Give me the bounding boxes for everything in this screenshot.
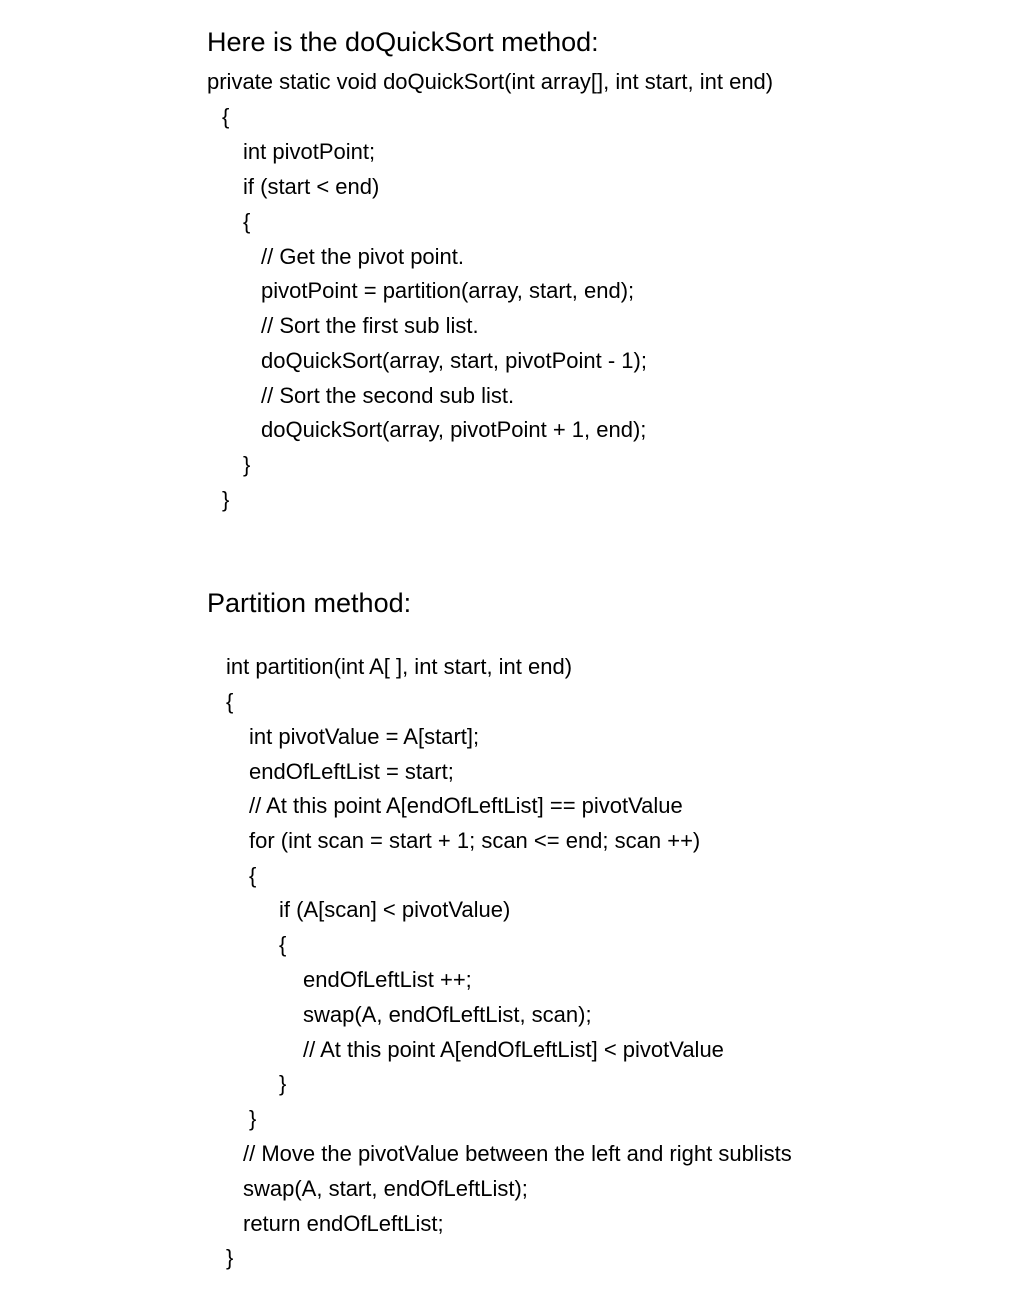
code-line: { <box>243 209 251 234</box>
code-line: private static void doQuickSort(int array[], int start, int end) <box>207 69 774 94</box>
code-line: swap(A, endOfLeftList, scan); <box>303 1002 592 1027</box>
code-line: { <box>226 689 234 714</box>
quicksort-heading: Here is the doQuickSort method: <box>207 27 599 57</box>
code-comment: // Sort the second sub list. <box>261 383 515 408</box>
code-line: return endOfLeftList; <box>243 1211 444 1236</box>
code-line: { <box>279 932 287 957</box>
code-line: endOfLeftList = start; <box>249 759 454 784</box>
partition-heading: Partition method: <box>207 588 412 618</box>
code-line: int partition(int A[ ], int start, int end) <box>226 654 573 679</box>
code-line: } <box>226 1245 234 1270</box>
code-line: } <box>243 452 251 477</box>
code-line: } <box>279 1071 287 1096</box>
code-line: int pivotPoint; <box>243 139 376 164</box>
code-line: if (A[scan] < pivotValue) <box>279 897 511 922</box>
code-line: } <box>249 1106 257 1131</box>
code-line: doQuickSort(array, pivotPoint + 1, end); <box>261 417 647 442</box>
code-comment: // Get the pivot point. <box>261 244 465 269</box>
code-line: endOfLeftList ++; <box>303 967 472 992</box>
code-line: int pivotValue = A[start]; <box>249 724 480 749</box>
code-comment: // At this point A[endOfLeftList] == pivotValue <box>249 793 683 818</box>
code-line: { <box>222 104 230 129</box>
code-line: pivotPoint = partition(array, start, end); <box>261 278 635 303</box>
code-line: doQuickSort(array, start, pivotPoint - 1); <box>261 348 647 373</box>
code-line: } <box>222 487 230 512</box>
code-comment: // Move the pivotValue between the left and right sublists <box>243 1141 792 1166</box>
code-line: if (start < end) <box>243 174 380 199</box>
code-line: { <box>249 863 257 888</box>
code-line: swap(A, start, endOfLeftList); <box>243 1176 528 1201</box>
code-comment: // At this point A[endOfLeftList] < pivotValue <box>303 1037 724 1062</box>
code-comment: // Sort the first sub list. <box>261 313 479 338</box>
code-line: for (int scan = start + 1; scan <= end; scan ++) <box>249 828 701 853</box>
